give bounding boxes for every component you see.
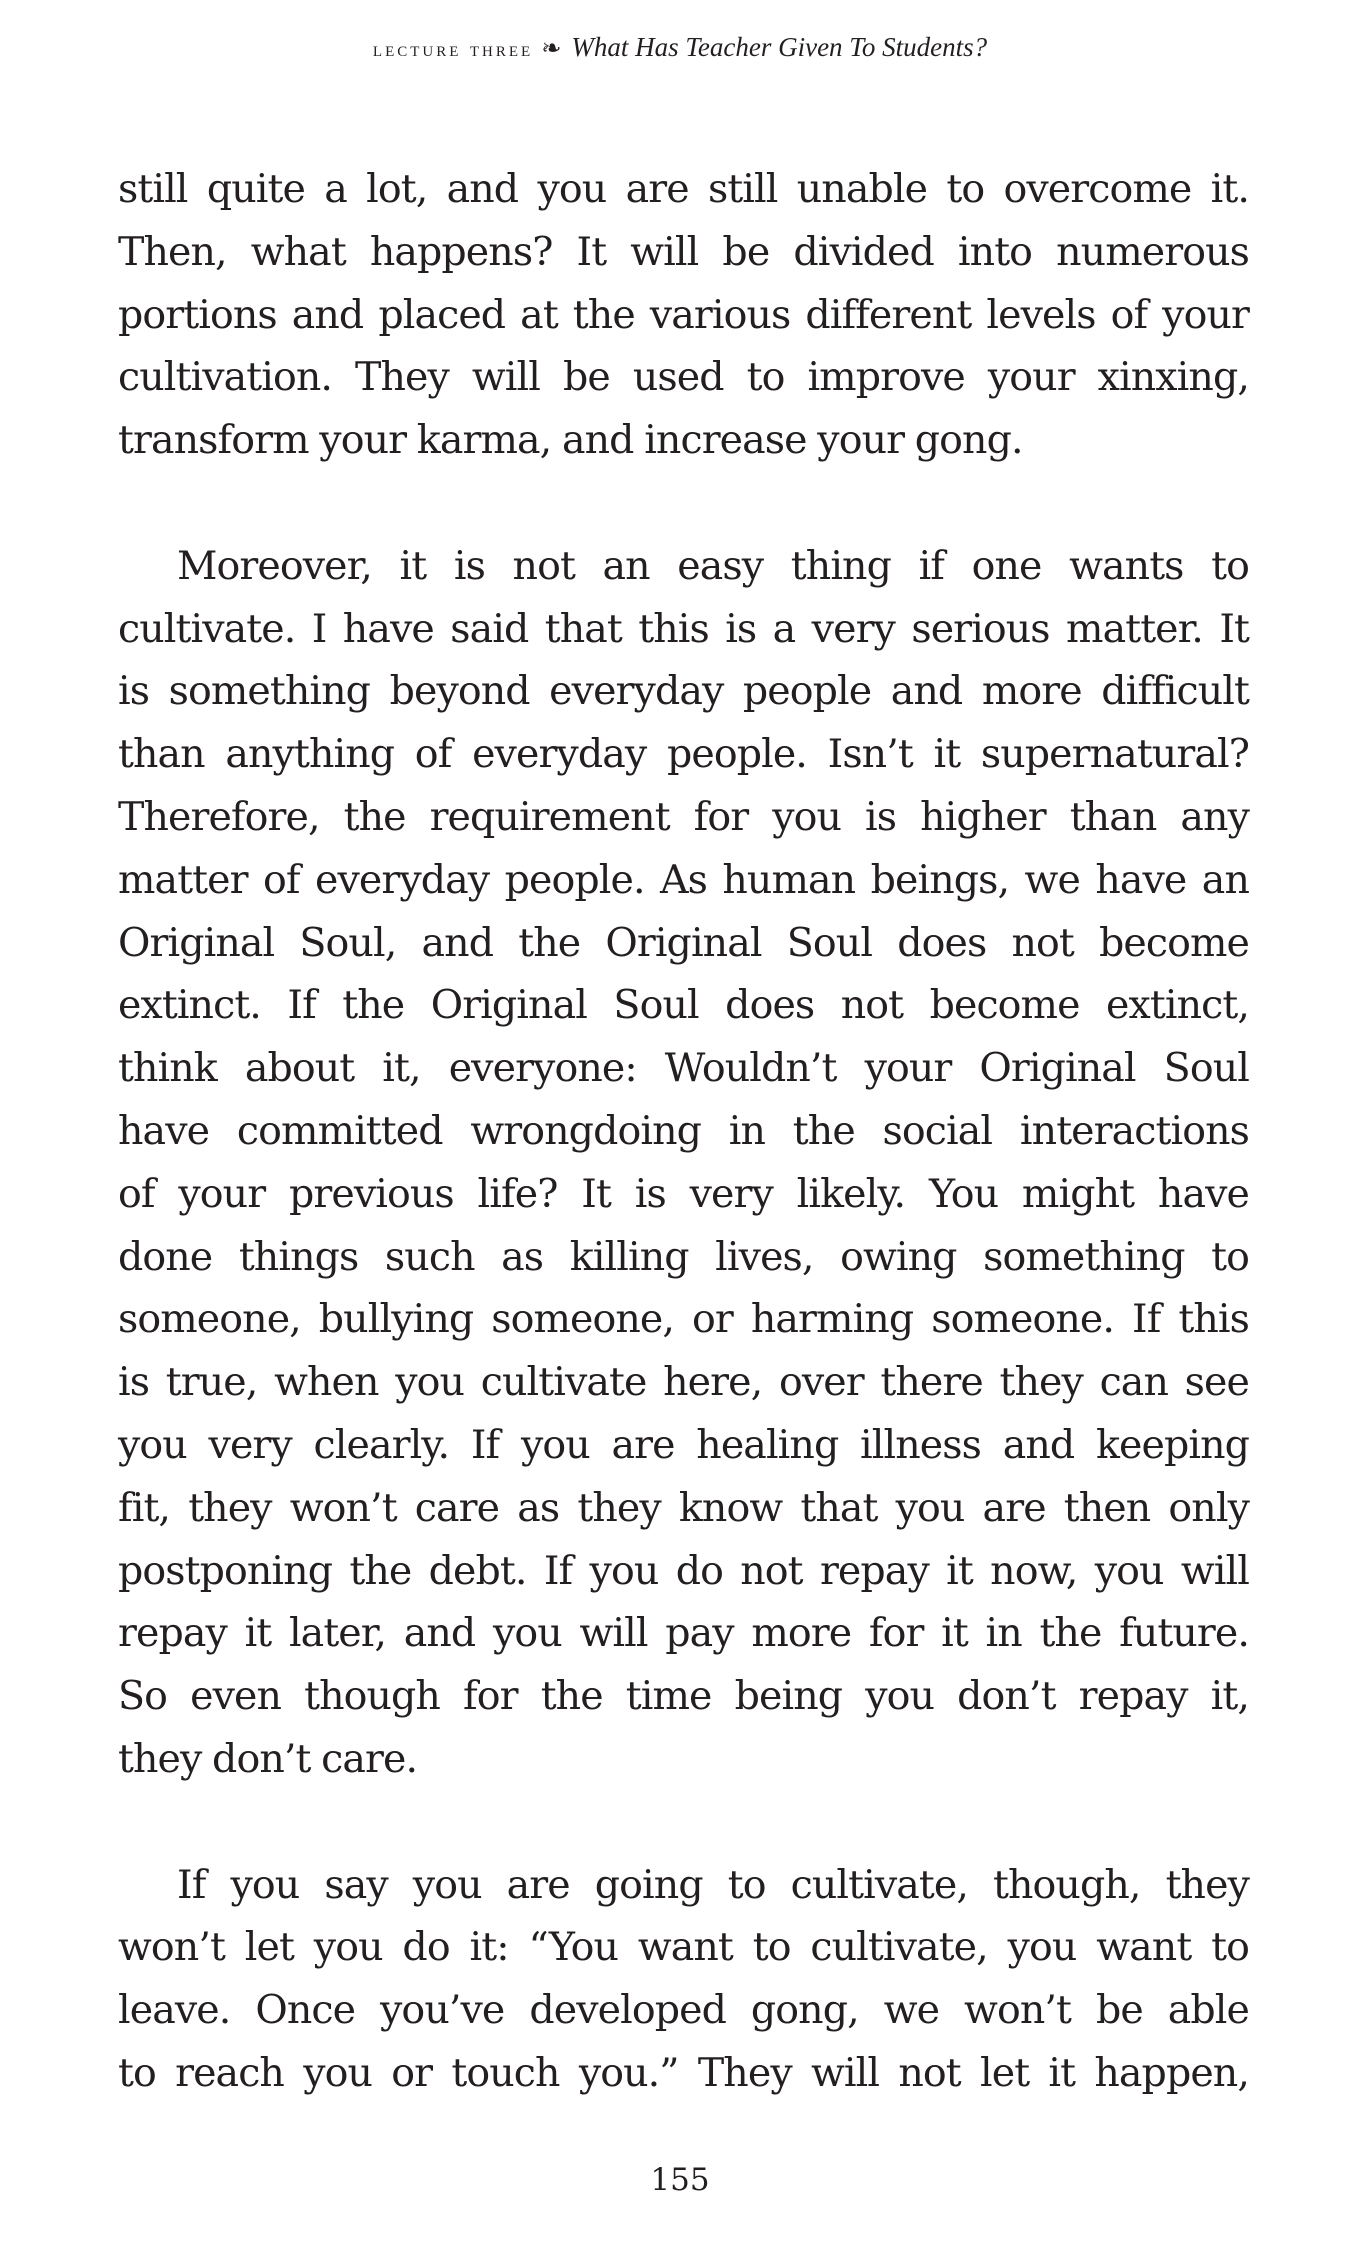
text-line: postponing the debt. If you do not repay it now, you will	[118, 1547, 1249, 1594]
paragraph-1	[118, 158, 1249, 472]
text-line: cultivate. I have said that this is a very serious matter. It	[118, 605, 1249, 652]
text-line: repay it later, and you will pay more for it in the future.	[118, 1610, 1249, 1657]
text-line: have committed wrongdoing in the social interactions	[118, 1107, 1249, 1154]
header-chapter-title: What Has Teacher Given To Students?	[571, 32, 988, 62]
text-line: extinct. If the Original Soul does not become extinct,	[118, 982, 1249, 1029]
text-line: cultivation. They will be used to improve your xinxing,	[118, 354, 1249, 401]
text-line: matter of everyday people. As human beings, we have an	[118, 856, 1249, 903]
header-section-label: lecture three	[372, 36, 534, 61]
running-header	[0, 30, 1360, 66]
text-line: think about it, everyone: Wouldn’t your Original Soul	[118, 1045, 1249, 1092]
paragraph-2	[118, 535, 1249, 1791]
fleuron-icon: ❧	[541, 34, 562, 62]
text-line: Therefore, the requirement for you is higher than any	[118, 793, 1249, 840]
text-line: leave. Once you’ve developed gong, we won’t be able	[118, 1987, 1249, 2034]
text-line: So even though for the time being you don’t repay it,	[118, 1673, 1249, 1720]
text-line: still quite a lot, and you are still unable to overcome it.	[118, 166, 1249, 212]
text-line: is something beyond everyday people and more difficult	[118, 668, 1249, 715]
paragraph-3	[118, 1854, 1249, 2105]
text-line: someone, bullying someone, or harming someone. If this	[118, 1296, 1249, 1343]
text-line: fit, they won’t care as they know that you are then only	[118, 1484, 1249, 1531]
text-line: portions and placed at the various different levels of your	[118, 291, 1249, 338]
text-line: Original Soul, and the Original Soul does not become	[118, 919, 1249, 966]
text-line: won’t let you do it: “You want to cultivate, you want to	[118, 1924, 1249, 1971]
text-line: Then, what happens? It will be divided into numerous	[118, 228, 1249, 275]
page-number: 155	[650, 2162, 710, 2198]
text-line: If you say you are going to cultivate, though, they	[177, 1861, 1249, 1908]
text-line: transform your karma, and increase your gong.	[118, 417, 1023, 464]
body-text	[118, 158, 1249, 2105]
text-line: than anything of everyday people. Isn’t it supernatural?	[118, 731, 1249, 778]
text-line: is true, when you cultivate here, over there they can see	[118, 1359, 1249, 1406]
text-line: you very clearly. If you are healing illness and keeping	[118, 1421, 1249, 1468]
text-line: of your previous life? It is very likely. You might have	[118, 1170, 1249, 1217]
text-line: to reach you or touch you.” They will not let it happen,	[118, 2049, 1249, 2096]
text-line: Moreover, it is not an easy thing if one wants to	[177, 542, 1249, 589]
text-line: done things such as killing lives, owing something to	[118, 1233, 1249, 1280]
text-line: they don’t care.	[118, 1735, 418, 1782]
